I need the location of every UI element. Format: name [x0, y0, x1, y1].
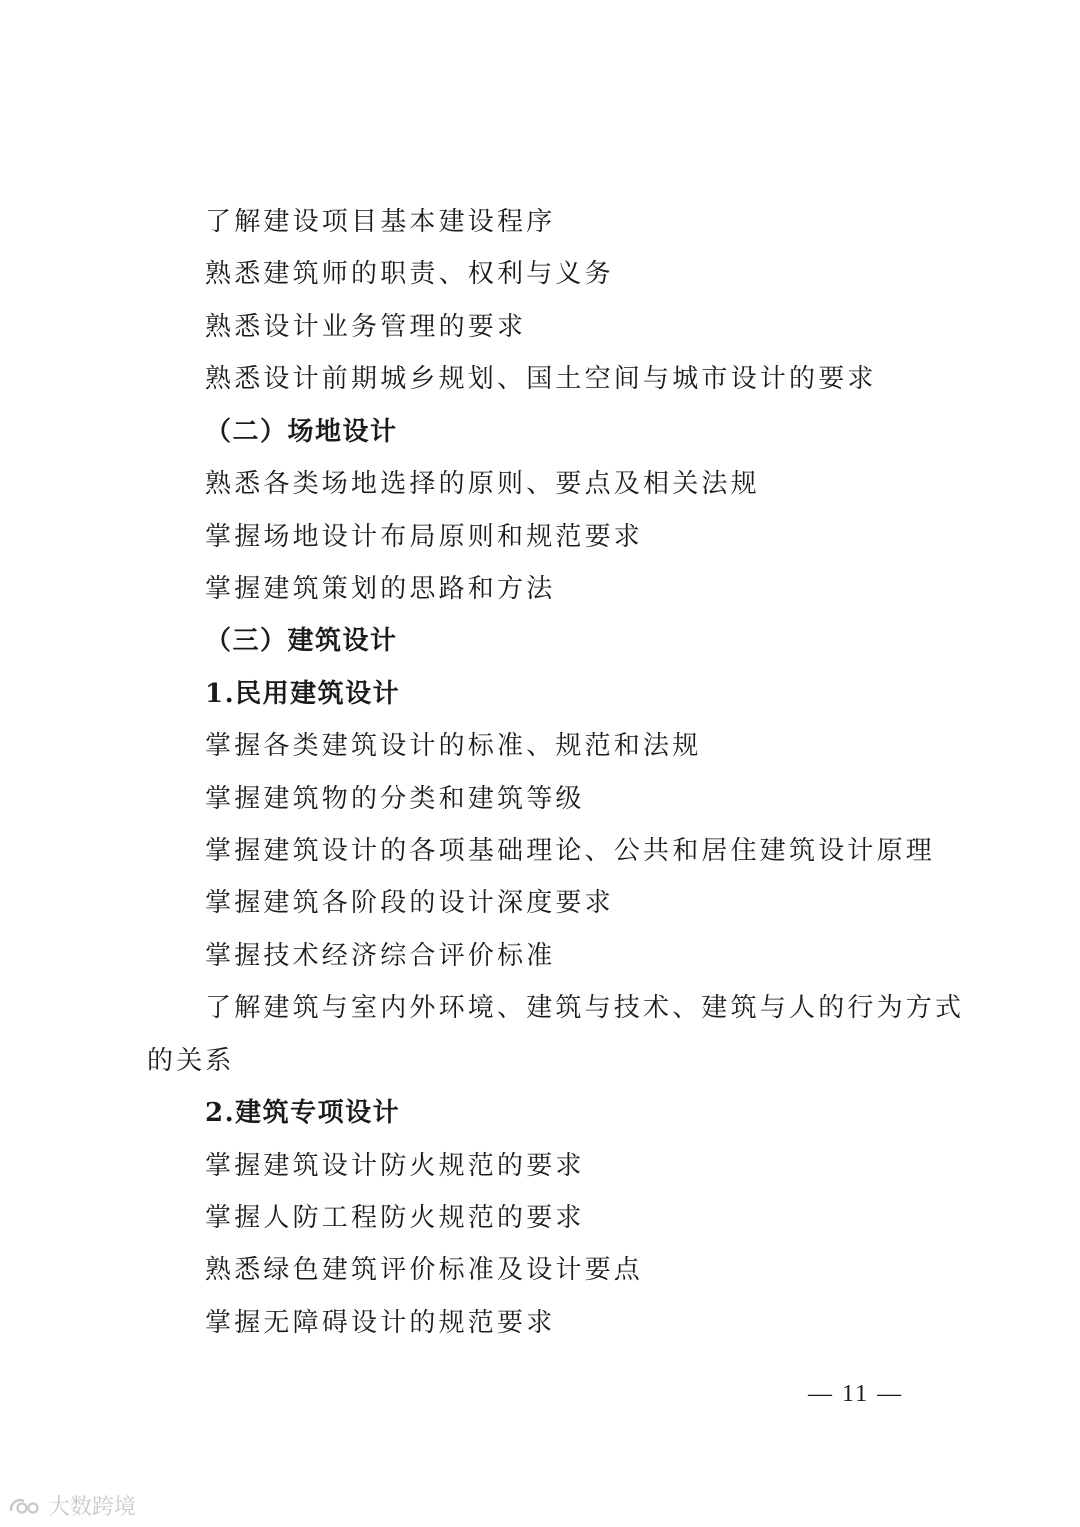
watermark	[8, 1490, 136, 1521]
page-number: — 11 —	[808, 1381, 904, 1407]
text-line: 掌握建筑物的分类和建筑等级	[205, 784, 585, 814]
text-line: 掌握无障碍设计的规范要求	[205, 1308, 556, 1338]
text-line: 熟悉绿色建筑评价标准及设计要点	[205, 1255, 644, 1285]
text-line: 掌握场地设计布局原则和规范要求	[205, 522, 644, 552]
text-line: 掌握技术经济综合评价标准	[205, 941, 556, 971]
text-line: 掌握建筑设计防火规范的要求	[205, 1151, 585, 1181]
section-heading: （三）建筑设计	[205, 626, 398, 656]
text-line: 掌握人防工程防火规范的要求	[205, 1203, 585, 1233]
text-line: 掌握建筑各阶段的设计深度要求	[205, 888, 614, 918]
section-heading: （二）场地设计	[205, 417, 398, 447]
text-line: 熟悉各类场地选择的原则、要点及相关法规	[205, 469, 760, 499]
watermark-text: 大数跨境	[48, 1495, 137, 1520]
subsection-heading: 1.民用建筑设计	[205, 679, 401, 709]
text-line: 了解建设项目基本建设程序	[205, 207, 556, 237]
text-line: 熟悉设计前期城乡规划、国土空间与城市设计的要求	[205, 364, 877, 394]
text-line: 掌握各类建筑设计的标准、规范和法规	[205, 731, 702, 761]
text-line: 熟悉设计业务管理的要求	[205, 312, 527, 342]
text-line: 熟悉建筑师的职责、权利与义务	[205, 259, 614, 289]
dashuju-logo-icon	[8, 1495, 42, 1517]
text-line-continuation: 的关系	[147, 1046, 235, 1076]
subsection-heading: 2.建筑专项设计	[205, 1098, 401, 1128]
text-line: 掌握建筑设计的各项基础理论、公共和居住建筑设计原理	[205, 836, 936, 866]
text-line: 掌握建筑策划的思路和方法	[205, 574, 556, 604]
text-line: 了解建筑与室内外环境、建筑与技术、建筑与人的行为方式	[205, 993, 965, 1023]
